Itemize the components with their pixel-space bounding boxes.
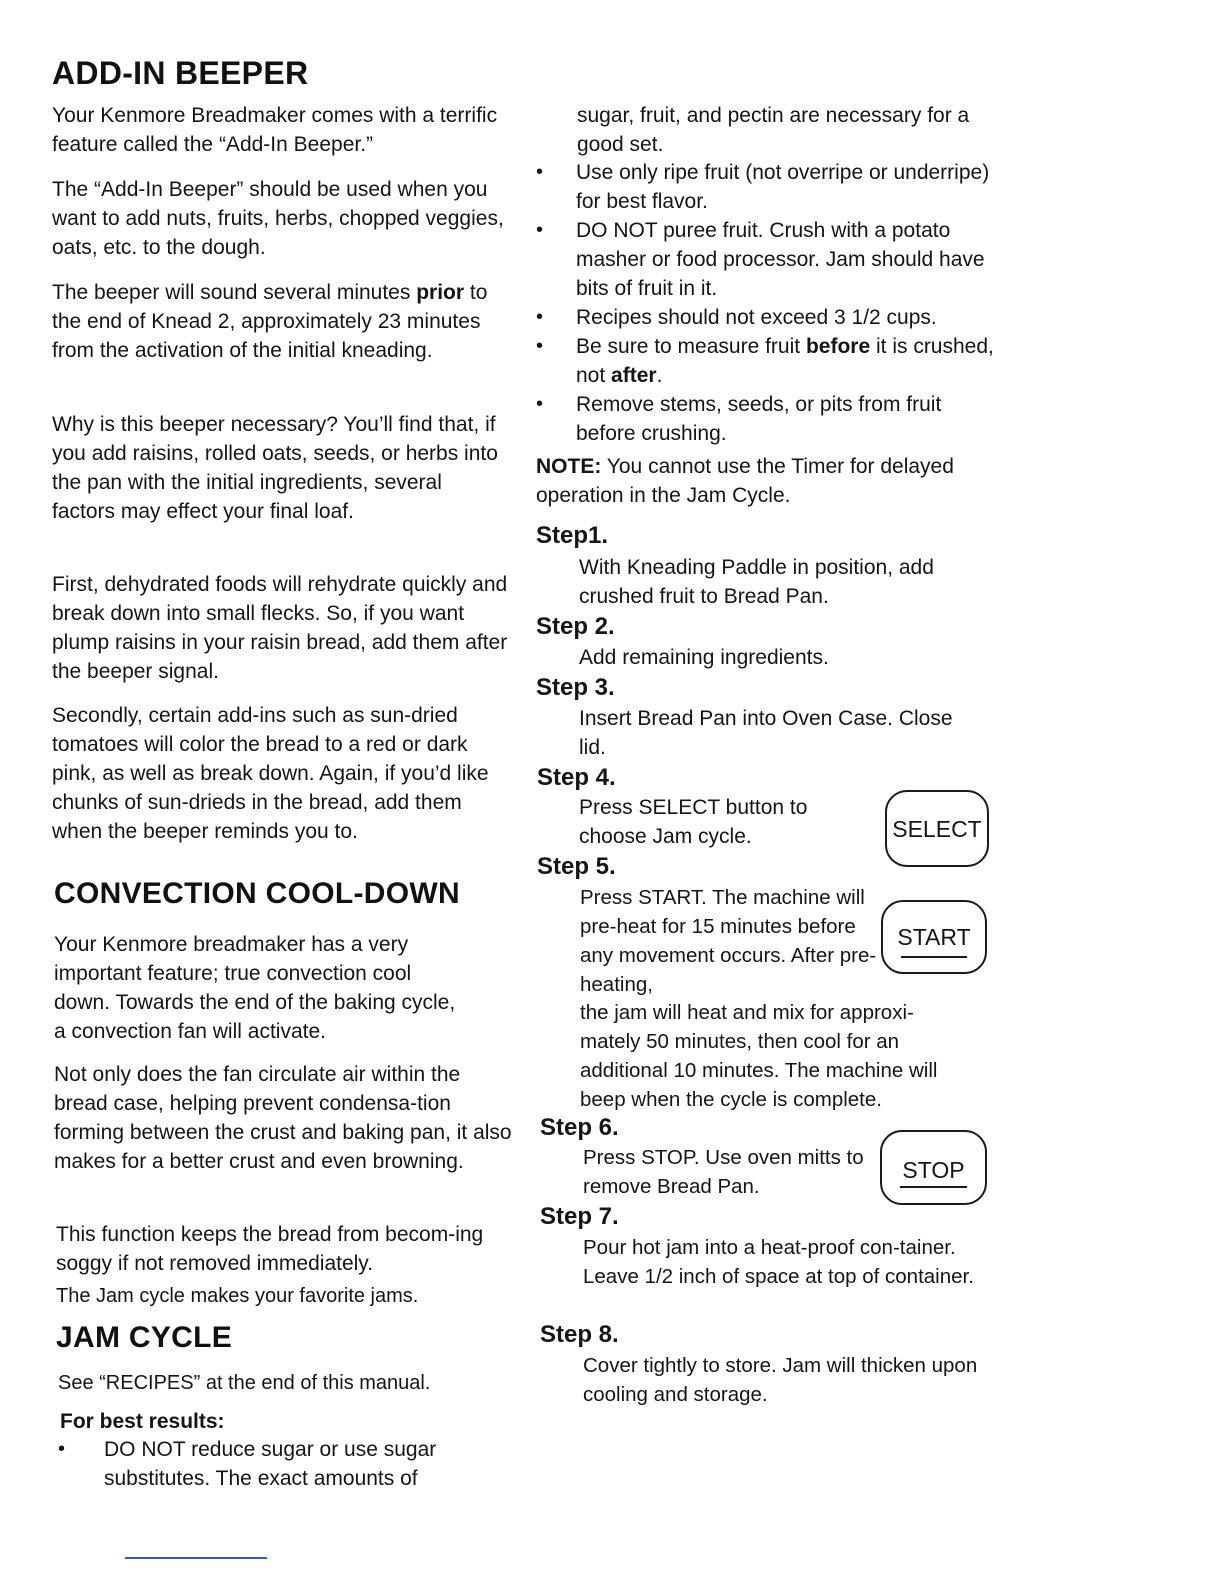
for-best-results-label: For best results: — [60, 1410, 225, 1433]
bullet-no-puree: • DO NOT puree fruit. Crush with a potato masher or food processor. Jam should have bits of fruit in it. — [536, 216, 996, 303]
bullet-measure-fruit — [536, 332, 996, 390]
step-6-label: Step 6. — [540, 1114, 619, 1141]
step-4-text: Press SELECT button to choose Jam cycle. — [579, 796, 808, 848]
stop-button[interactable] — [880, 1130, 987, 1205]
step-4-label: Step 4. — [537, 764, 616, 791]
jam-note — [536, 452, 956, 510]
best-results-list-start — [58, 1435, 498, 1493]
step-1-text: With Kneading Paddle in position, add crushed fruit to Bread Pan. — [579, 556, 934, 608]
add-in-beeper-paragraph-2: The “Add-In Beeper” should be used when you want to add nuts, fruits, herbs, chopped veggies, oats, etc. to the dough. — [52, 178, 504, 259]
add-in-beeper-paragraph-1: Your Kenmore Breadmaker comes with a terrific feature called the “Add-In Beeper.” — [52, 104, 498, 156]
step-7-label: Step 7. — [540, 1203, 619, 1230]
bullet-sugar-continued: sugar, fruit, and pectin are necessary for a good set. — [577, 104, 970, 156]
bottom-rule — [125, 1557, 267, 1559]
add-in-beeper-paragraph-3 — [52, 278, 508, 365]
start-button[interactable] — [881, 900, 987, 974]
p3-text-b: to the end of Knead 2, approximately 23 minutes from the activation of the initial kneading. — [52, 281, 488, 362]
measure-text-b: it is crushed, not — [576, 335, 994, 387]
stop-button-label: STOP — [902, 1157, 965, 1183]
measure-bold-before: before — [805, 335, 871, 358]
step-5-text-wrap: Press START. The machine will pre-heat for 15 minutes before any movement occurs. After pre-heating, — [580, 886, 877, 996]
bullet-recipe-limit: • Recipes should not exceed 3 1/2 cups. — [536, 303, 996, 332]
add-in-beeper-paragraph-4: Why is this beeper necessary? You’ll find that, if you add raisins, rolled oats, seeds, or herbs into the pan with the initial ingredients, several factors may effect your final loaf. — [52, 413, 498, 523]
step-1-label: Step1. — [536, 522, 609, 549]
step-8-text: Cover tightly to store. Jam will thicken upon cooling and storage. — [583, 1354, 978, 1406]
step-8-label: Step 8. — [540, 1321, 619, 1348]
convection-paragraph-4: The Jam cycle makes your favorite jams. — [56, 1285, 419, 1307]
jam-cycle-heading: JAM CYCLE — [56, 1321, 233, 1354]
step-5-label: Step 5. — [537, 853, 616, 880]
note-text: You cannot use the Timer for delayed operation in the Jam Cycle. — [536, 455, 954, 507]
bullet-remove-stems: • Remove stems, seeds, or pits from fruit before crushing. — [536, 390, 996, 448]
bullet-ripe-fruit: • Use only ripe fruit (not overripe or underripe) for best flavor. — [536, 158, 996, 216]
add-in-beeper-heading: ADD-IN BEEPER — [52, 55, 309, 91]
start-button-label: START — [897, 924, 971, 950]
select-button[interactable] — [885, 790, 989, 867]
note-label: NOTE: — [536, 455, 602, 478]
convection-paragraph-3: This function keeps the bread from becom-ing soggy if not removed immediately. — [56, 1223, 484, 1275]
add-in-beeper-paragraph-5: First, dehydrated foods will rehydrate quickly and break down into small flecks. So, if you want plump raisins in your raisin bread, add them after the beeper signal. — [52, 573, 508, 683]
step-3-label: Step 3. — [536, 674, 615, 701]
p3-bold-prior: prior — [416, 281, 465, 304]
convection-paragraph-1: Your Kenmore breadmaker has a very important feature; true convection cool down. Towards the end of the baking cycle, a convection fan will activate. — [54, 933, 456, 1043]
step-2-label: Step 2. — [536, 613, 615, 640]
best-results-list — [536, 158, 996, 448]
measure-text-c: . — [656, 364, 663, 387]
convection-heading: CONVECTION COOL-DOWN — [54, 877, 460, 910]
add-in-beeper-paragraph-6: Secondly, certain add-ins such as sun-dried tomatoes will color the bread to a red or dark pink, as well as break down. Again, if you’d like chunks of sun-drieds in the bread, add them when the beeper reminds you to. — [52, 704, 489, 843]
jam-see-recipes: See “RECIPES” at the end of this manual. — [58, 1372, 431, 1394]
step-3-text: Insert Bread Pan into Oven Case. Close lid. — [579, 707, 953, 759]
step-6-text: Press STOP. Use oven mitts to remove Bread Pan. — [583, 1146, 864, 1198]
measure-bold-after: after — [611, 364, 657, 387]
bullet-sugar: • DO NOT reduce sugar or use sugar substitutes. The exact amounts of — [58, 1435, 498, 1493]
step-7-text: Pour hot jam into a heat-proof con-tainer. Leave 1/2 inch of space at top of container. — [583, 1236, 974, 1288]
select-button-label: SELECT — [892, 816, 982, 842]
measure-text-a: Be sure to measure fruit — [576, 335, 801, 358]
step-5-text-full: the jam will heat and mix for approxi-mately 50 minutes, then cool for an additional 10 minutes. The machine will beep when the cycle is complete. — [580, 1001, 938, 1111]
stop-button-underline — [900, 1186, 967, 1188]
start-button-underline — [901, 956, 967, 958]
convection-paragraph-2: Not only does the fan circulate air within the bread case, helping prevent condensa-tion forming between the crust and baking pan, it also makes for a better crust and even browning. — [54, 1063, 512, 1173]
p3-text-a: The beeper will sound several minutes — [52, 281, 411, 304]
step-2-text: Add remaining ingredients. — [579, 646, 829, 669]
